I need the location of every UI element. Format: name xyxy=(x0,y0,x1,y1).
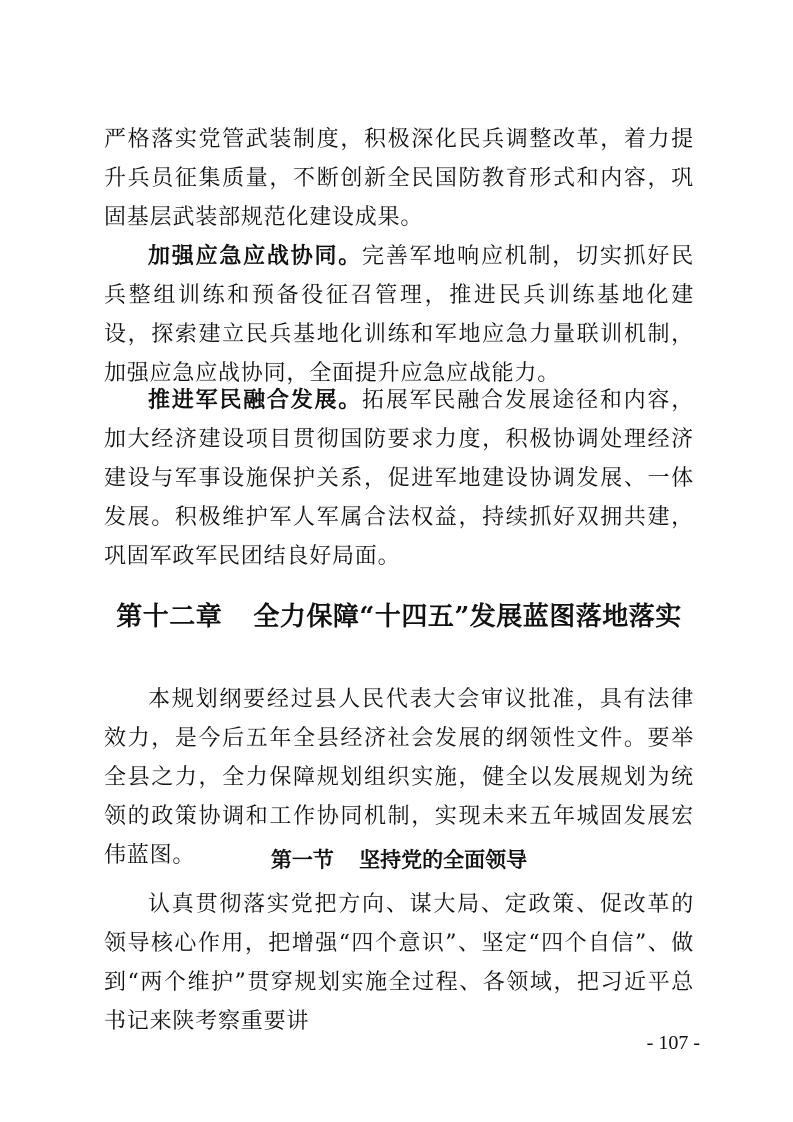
paragraph-party-leadership xyxy=(104,885,694,1041)
section-heading xyxy=(104,843,694,877)
chapter-heading xyxy=(104,597,694,637)
page-number: - 107 - xyxy=(646,1032,700,1054)
paragraph-lead: 推进军民融合发展。 xyxy=(148,388,363,413)
paragraph-civil-military-integration xyxy=(104,381,694,576)
paragraph-militia-system xyxy=(104,120,694,237)
paragraph-body xyxy=(104,381,694,576)
paragraph-emergency-coordination xyxy=(104,237,694,393)
paragraph-text: 完善军地响应机制，切实抓好民兵整组训练和预备役征召管理，推进民兵训练基地化建设，探索建立民兵基地化训练和军地应急力量联训机制，加强应急应战协同，全面提升应急应战能力。 xyxy=(104,244,695,386)
chapter-title: 全力保障“十四五”发展蓝图落地落实 xyxy=(253,602,682,632)
paragraph-text: 拓展军民融合发展途径和内容，加大经济建设项目贯彻国防要求力度，积极协调处理经济建设与军事设施保护关系，促进军地建设协调发展、一体发展。积极维护军人军属合法权益，持续抓好双拥共建，巩固军政军民团结良好局面。 xyxy=(104,388,695,569)
paragraph-text: 本规划纲要经过县人民代表大会审议批准，具有法律效力，是今后五年全县经济社会发展的纲领性文件。要举全县之力，全力保障规划组织实施，健全以发展规划为统领的政策协调和工作协同机制，实现未来五年城固发展宏伟蓝图。 xyxy=(104,687,694,868)
chapter-number: 第十二章 xyxy=(116,602,223,632)
paragraph-text: 严格落实党管武装制度，积极深化民兵调整改革，着力提升兵员征集质量，不断创新全民国防教育形式和内容，巩固基层武装部规范化建设成果。 xyxy=(104,127,694,230)
section-number: 第一节 xyxy=(270,848,334,872)
paragraph-text: 认真贯彻落实党把方向、谋大局、定政策、促改革的领导核心作用，把增强“四个意识”、坚定“四个自信”、做到“两个维护”贯穿规划实施全过程、各领域，把习近平总书记来陕考察重要讲 xyxy=(104,892,694,1034)
paragraph-lead: 加强应急应战协同。 xyxy=(148,244,363,269)
paragraph-body xyxy=(104,237,694,393)
section-title: 坚持党的全面领导 xyxy=(359,848,528,872)
